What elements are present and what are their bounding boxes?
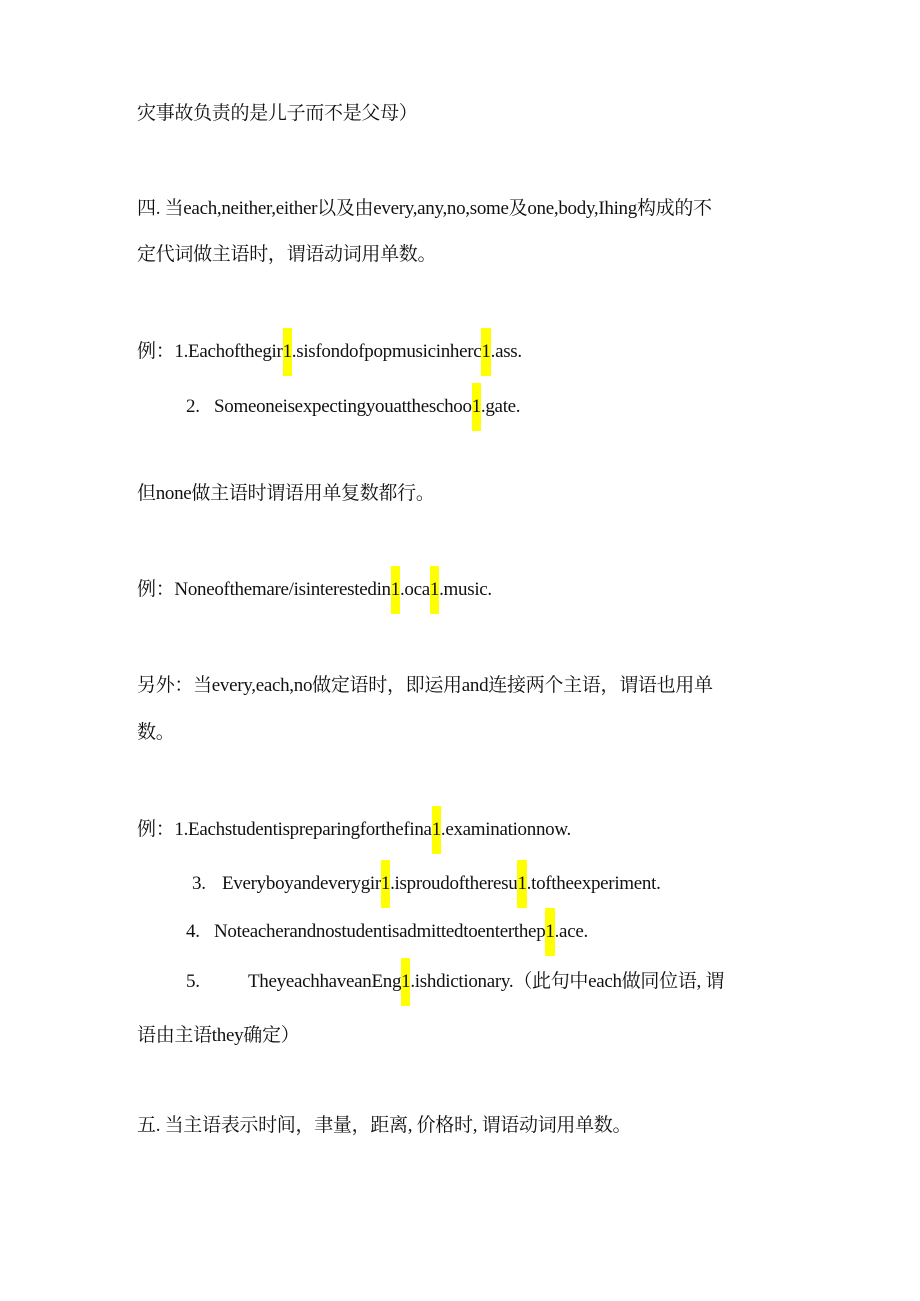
example-sentence	[192, 872, 661, 896]
paragraph-line: 但none做主语时谓语用单复数都行。	[137, 483, 435, 504]
example-sentence	[186, 920, 588, 944]
highlighted-glyph: 1	[481, 328, 490, 376]
example-number: 2.	[186, 396, 200, 417]
example-text: 例：Noneofthemare/isinterestedin	[137, 579, 391, 600]
example-text: .ass.	[490, 341, 522, 362]
highlighted-glyph: 1	[401, 958, 410, 1006]
highlighted-glyph: 1	[391, 566, 400, 614]
section-five-heading: 五. 当主语表示时间，聿量，距离, 价格时, 谓语动词用单数。	[137, 1115, 632, 1136]
example-text: TheyeachhaveanEng	[248, 971, 402, 992]
highlighted-glyph: 1	[283, 328, 292, 376]
example-text: .ace.	[554, 921, 588, 942]
example-text: Noteacherandnostudentisadmittedtoenterthep	[214, 921, 546, 942]
example-text: .music.	[439, 579, 492, 600]
example-number: 5.	[186, 971, 200, 992]
highlighted-glyph: 1	[430, 566, 439, 614]
example-text: .oca	[399, 579, 430, 600]
example-text: Everyboyandeverygir	[222, 873, 381, 894]
example-text: .examinationnow.	[440, 819, 571, 840]
highlighted-glyph: 1	[517, 860, 526, 908]
example-sentence	[137, 340, 522, 364]
example-number: 4.	[186, 921, 200, 942]
example-text: .gate.	[480, 396, 521, 417]
example-text: .toftheexperiment.	[526, 873, 661, 894]
example-text: .sisfondofpopmusicinherc	[291, 341, 482, 362]
paragraph-line: 灾事故负责的是儿子而不是父母）	[137, 103, 418, 124]
example-sentence	[186, 970, 724, 994]
example-text: .ishdictionary.（此句中each做同位语, 谓	[410, 971, 725, 992]
example-text: 例：1.Eachofthegir	[137, 341, 283, 362]
example-sentence	[137, 578, 492, 602]
highlighted-glyph: 1	[472, 383, 481, 431]
example-sentence	[137, 818, 571, 842]
highlighted-glyph: 1	[545, 908, 554, 956]
paragraph-line: 语由主语they确定）	[137, 1025, 300, 1046]
example-text: 例：1.Eachstudentispreparingforthefina	[137, 819, 432, 840]
highlighted-glyph: 1	[381, 860, 390, 908]
paragraph-line: 定代词做主语时，谓语动词用单数。	[137, 244, 437, 265]
paragraph-line: 另外：当every,each,no做定语时，即运用and连接两个主语，谓语也用单	[137, 675, 713, 696]
example-sentence	[186, 395, 520, 419]
paragraph-line: 数。	[137, 722, 175, 743]
example-text: .isproudoftheresu	[390, 873, 518, 894]
example-number: 3.	[192, 873, 206, 894]
section-four-heading: 四. 当each,neither,either以及由every,any,no,some及one,body,Ihing构成的不	[137, 198, 712, 219]
example-text: Someoneisexpectingyouattheschoo	[214, 396, 472, 417]
highlighted-glyph: 1	[432, 806, 441, 854]
